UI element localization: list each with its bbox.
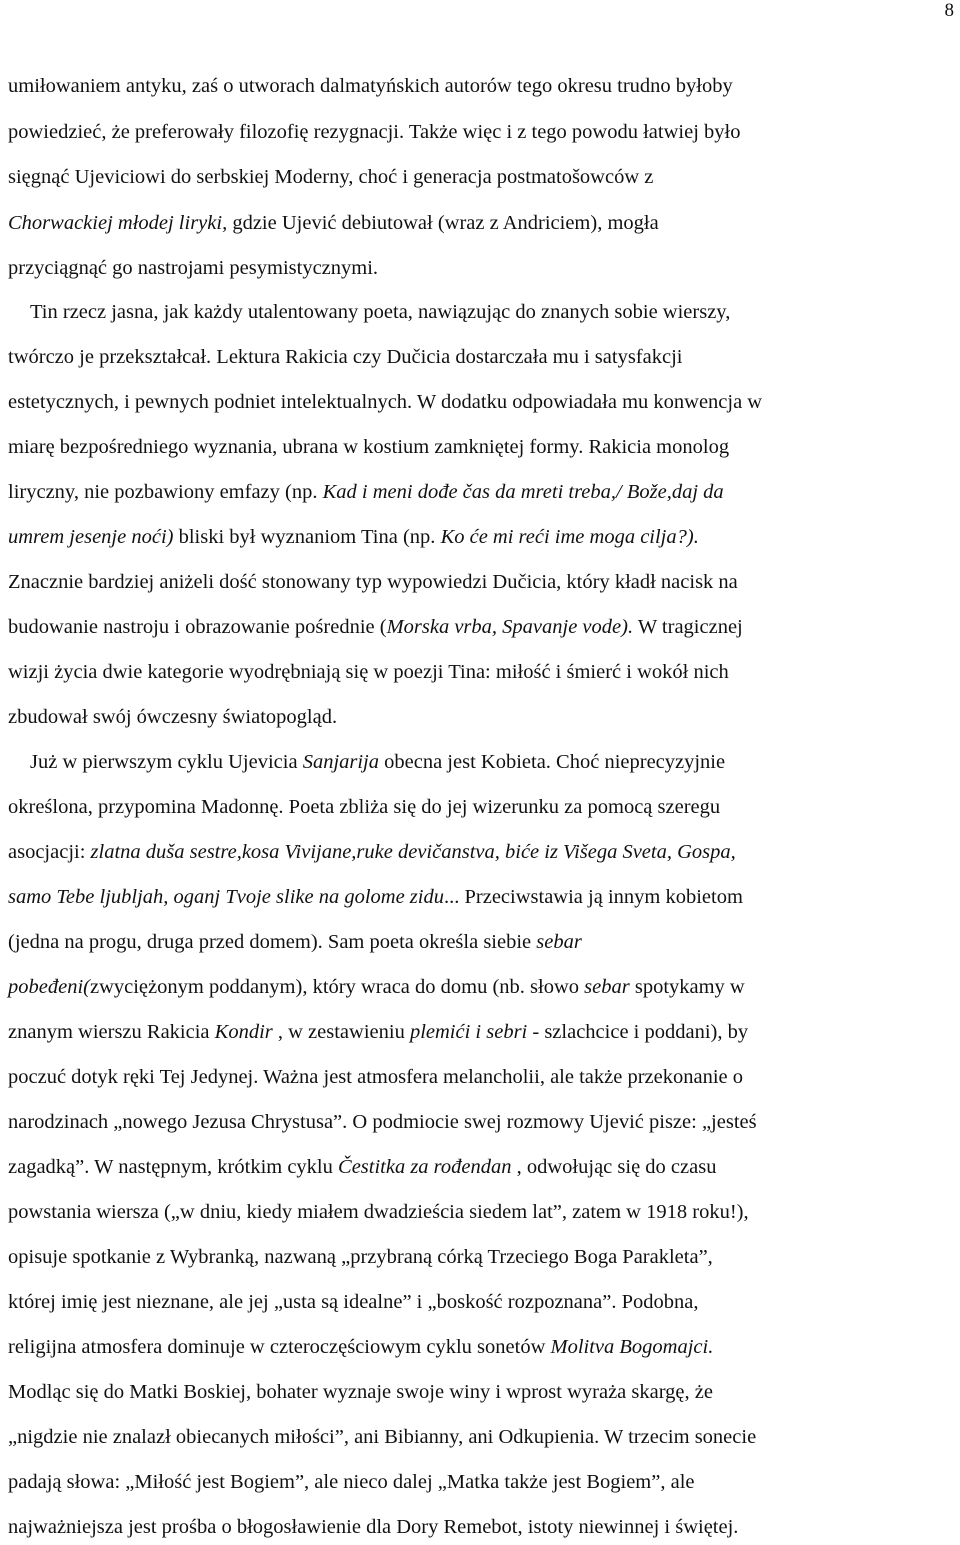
- text-line: zagadką”. W następnym, krótkim cyklu Čestitka za rođendan , odwołując się do czasu: [8, 1156, 717, 1178]
- text-line: Chorwackiej młodej liryki, gdzie Ujević debiutował (wraz z Andriciem), mogła: [8, 212, 659, 234]
- text-line: twórczo je przekształcał. Lektura Rakicia czy Dučicia dostarczała mu i satysfakcji: [8, 346, 683, 368]
- text-line: wizji życia dwie kategorie wyodrębniają się w poezji Tina: miłość i śmierć i wokół nich: [8, 661, 729, 683]
- text-line: umrem jesenje noći) bliski był wyznaniom Tina (np. Ko će mi reći ime moga cilja?).: [8, 526, 699, 548]
- text-line: najważniejsza jest prośba o błogosławienie dla Dory Remebot, istoty niewinnej i świętej.: [8, 1516, 739, 1538]
- text-line: Już w pierwszym cyklu Ujevicia Sanjarija obecna jest Kobieta. Choć nieprecyzyjnie: [30, 751, 726, 773]
- text-line: poczuć dotyk ręki Tej Jedynej. Ważna jest atmosfera melancholii, ale także przekonanie o: [8, 1066, 743, 1088]
- text-line: której imię jest nieznane, ale jej „usta są idealne” i „boskość rozpoznana”. Podobna,: [8, 1291, 699, 1313]
- text-line: powiedzieć, że preferowały filozofię rezygnacji. Także więc i z tego powodu łatwiej było: [8, 121, 741, 143]
- text-line: Tin rzecz jasna, jak każdy utalentowany poeta, nawiązując do znanych sobie wierszy,: [30, 301, 731, 323]
- text-line: budowanie nastroju i obrazowanie pośrednie (Morska vrba, Spavanje vode). W tragicznej: [8, 616, 743, 638]
- text-line: miarę bezpośredniego wyznania, ubrana w kostium zamkniętej formy. Rakicia monolog: [8, 436, 730, 458]
- text-line: asocjacji: zlatna duša sestre,kosa Vivijane,ruke devičanstva, biće iz Višega Sveta, Gospa,: [8, 841, 736, 863]
- text-line: opisuje spotkanie z Wybranką, nazwaną „przybraną córką Trzeciego Boga Parakleta”,: [8, 1246, 713, 1268]
- text-line: umiłowaniem antyku, zaś o utworach dalmatyńskich autorów tego okresu trudno byłoby: [8, 75, 733, 97]
- text-line: padają słowa: „Miłość jest Bogiem”, ale nieco dalej „Matka także jest Bogiem”, ale: [8, 1471, 695, 1493]
- text-line: Znacznie bardziej aniżeli dość stonowany typ wypowiedzi Dučicia, który kładł nacisk na: [8, 571, 738, 593]
- text-line: pobeđeni(zwyciężonym poddanym), który wraca do domu (nb. słowo sebar spotykamy w: [8, 976, 745, 998]
- text-line: sięgnąć Ujeviciowi do serbskiej Moderny, choć i generacja postmatošowców z: [8, 166, 654, 188]
- text-line: narodzinach „nowego Jezusa Chrystusa”. O podmiocie swej rozmowy Ujević pisze: „jesteś: [8, 1111, 757, 1133]
- text-line: religijna atmosfera dominuje w czteroczęściowym cyklu sonetów Molitva Bogomajci.: [8, 1336, 714, 1358]
- text-line: określona, przypomina Madonnę. Poeta zbliża się do jej wizerunku za pomocą szeregu: [8, 796, 721, 818]
- text-line: znanym wierszu Rakicia Kondir , w zestawieniu plemići i sebri - szlachcice i poddani), by: [8, 1021, 749, 1043]
- text-line: „nigdzie nie znalazł obiecanych miłości”, ani Bibianny, ani Odkupienia. W trzecim sonecie: [8, 1426, 757, 1448]
- text-line: Modląc się do Matki Boskiej, bohater wyznaje swoje winy i wprost wyraża skargę, że: [8, 1381, 713, 1403]
- text-line: samo Tebe ljubljah, oganj Tvoje slike na golome zidu... Przeciwstawia ją innym kobietom: [8, 886, 743, 908]
- text-line: przyciągnąć go nastrojami pesymistycznymi.: [8, 257, 379, 279]
- page-number: 8: [944, 0, 954, 21]
- text-line: powstania wiersza („w dniu, kiedy miałem dwadzieścia siedem lat”, zatem w 1918 roku!),: [8, 1201, 749, 1223]
- text-line: zbudował swój ówczesny światopogląd.: [8, 706, 338, 728]
- text-line: estetycznych, i pewnych podniet intelektualnych. W dodatku odpowiadała mu konwencja w: [8, 391, 763, 413]
- text-line: (jedna na progu, druga przed domem). Sam poeta określa siebie sebar: [8, 931, 582, 953]
- text-line: liryczny, nie pozbawiony emfazy (np. Kad i meni dođe čas da mreti treba,/ Bože,daj da: [8, 481, 724, 503]
